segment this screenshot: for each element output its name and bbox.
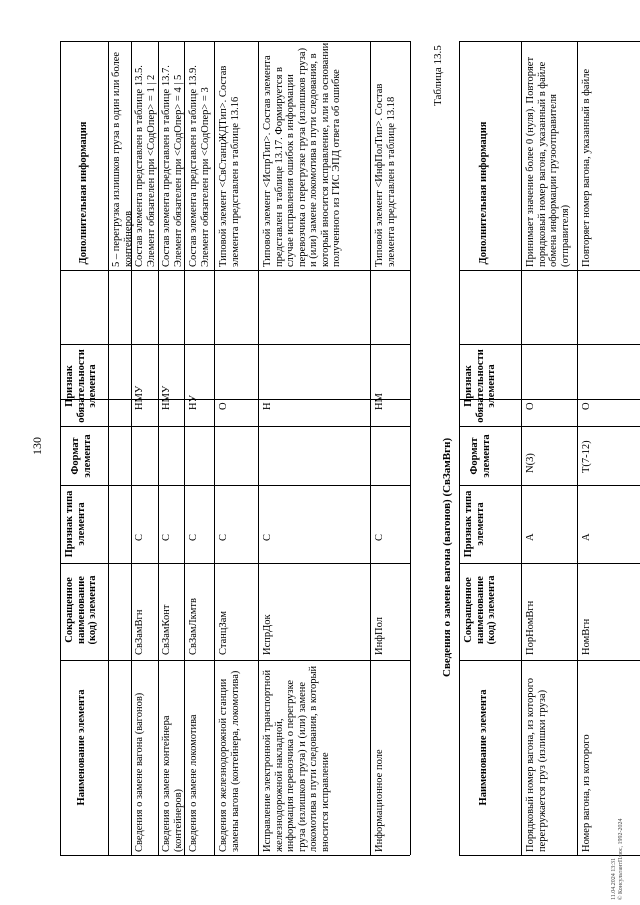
- t1-row-3-type: С: [188, 533, 199, 541]
- t1-header-format: Формат элемента: [70, 434, 93, 478]
- t1-row-4-req: О: [218, 402, 229, 410]
- t1-row-5-code: ИспрДок: [262, 614, 273, 655]
- page-number: 130: [30, 437, 44, 455]
- t1-row-3-req: НУ: [188, 394, 199, 410]
- t1-row-4-info: Типовой элемент <СвСтанцЖДТип>. Состав элемента представлен в таблице 13.16: [218, 65, 241, 267]
- t1-row-2-name: Сведения о замене контейнера (контейнеров): [161, 715, 184, 852]
- t1-header-name: Наименование элемента: [76, 689, 87, 806]
- t1-row-3-code: СвЗамЛкмтв: [188, 598, 199, 655]
- t1-row-1-name: Сведения о замене вагона (вагонов): [134, 692, 145, 852]
- t1-row-5-name: Исправление электронной транспортной железнодорожной накладной, информация перевозчика о перегрузке груза (излишков груза) и (или) замене локомотива в пути следования, в который вносится исправление: [262, 665, 331, 852]
- t1-row-1-type: С: [134, 533, 145, 541]
- t1-header-type: Признак типа элемента: [64, 490, 87, 558]
- t1-row-2-info: Состав элемента представлен в таблице 13.7. Элемент обязателен при <СодОпер> = 4 | 5: [161, 65, 184, 267]
- t2-row-0-req: О: [525, 402, 536, 410]
- t2-row-0-info: Принимает значение более 0 (нуля). Повторяет порядковый номер вагона, указанный в файле обмена информации грузоотправителя (отправителя): [525, 56, 571, 267]
- t1-row-0-info: 5 – перегрузка излишков груза в один или более контейнеров: [111, 51, 134, 267]
- footer-timestamp: 11.04.2024 13:31 © КонсультантПлюс, 1992-2024: [611, 818, 624, 900]
- t2-row-0-code: ПорНомВгн: [525, 600, 536, 655]
- t1-row-6-code: ИнфПол: [374, 617, 385, 655]
- t2-row-1-info: Повторяет номер вагона, указанный в файле: [581, 68, 592, 267]
- table-2-number: Таблица 13.5: [432, 45, 444, 106]
- t1-row-4-name: Сведения о железнодорожной станции замены вагона (контейнера, локомотива): [218, 670, 241, 852]
- t2-row-0-format: N(3): [525, 453, 536, 473]
- t1-header-info: Дополнительная информация: [78, 121, 89, 265]
- t1-row-4-code: СтанцЗам: [218, 610, 229, 655]
- t2-header-format: Формат элемента: [469, 434, 492, 478]
- t2-row-0-name: Порядковый номер вагона, из которого перегружается груз (излишки груза): [525, 677, 548, 852]
- t1-row-1-code: СвЗамВгн: [134, 609, 145, 655]
- t2-header-info: Дополнительная информация: [478, 121, 489, 265]
- t2-row-1-code: НомВгн: [581, 618, 592, 655]
- t2-header-req: Признак обязательности элемента: [463, 349, 497, 423]
- t1-row-3-name: Сведения о замене локомотива: [188, 714, 199, 852]
- t2-header-type: Признак типа элемента: [463, 490, 486, 558]
- t1-row-1-info: Состав элемента представлен в таблице 13.5. Элемент обязателен при <СодОпер> = 1 | 2: [134, 65, 157, 267]
- t1-row-2-code: СвЗамКонт: [161, 604, 172, 655]
- t1-row-3-info: Состав элемента представлен в таблице 13.9. Элемент обязателен при <СодОпер> = 3: [188, 65, 211, 267]
- t1-row-5-type: С: [262, 533, 273, 541]
- t1-header-req: Признак обязательности элемента: [64, 349, 98, 423]
- t1-row-2-type: С: [161, 533, 172, 541]
- table-2-caption: Сведения о замене вагона (вагонов) (СвЗамВгн): [441, 437, 453, 677]
- t1-row-5-info: Типовой элемент <ИспрТип>. Состав элемента представлен в таблице 13.17. Формируется в случае исправления ошибок в информации перевозчика о перегрузке груза (излишков груза) и (или) замене локомотива в пути следования, в который вносится исправление, или на основании полученного из ГИС ЭПД ответа об ошибке: [262, 42, 342, 267]
- t1-row-5-req: Н: [262, 402, 273, 410]
- t1-row-1-req: НМУ: [134, 385, 145, 410]
- t1-row-6-name: Информационное поле: [374, 749, 385, 852]
- t1-row-2-req: НМУ: [161, 385, 172, 410]
- t1-row-6-info: Типовой элемент <ИнфПолТип>. Состав элемента представлен в таблице 13.18: [374, 83, 397, 267]
- t1-row-6-type: С: [374, 533, 385, 541]
- t2-row-0-type: А: [525, 533, 536, 541]
- t1-row-4-type: С: [218, 533, 229, 541]
- t1-row-6-req: НМ: [374, 393, 385, 410]
- t2-row-1-format: T(7-12): [581, 440, 592, 473]
- t2-header-code: Сокращенное наименование (код) элемента: [463, 575, 497, 645]
- t2-row-1-name: Номер вагона, из которого: [581, 734, 592, 852]
- t2-row-1-type: А: [581, 533, 592, 541]
- t1-header-code: Сокращенное наименование (код) элемента: [64, 575, 98, 645]
- t2-row-1-req: О: [581, 402, 592, 410]
- t2-header-name: Наименование элемента: [478, 689, 489, 806]
